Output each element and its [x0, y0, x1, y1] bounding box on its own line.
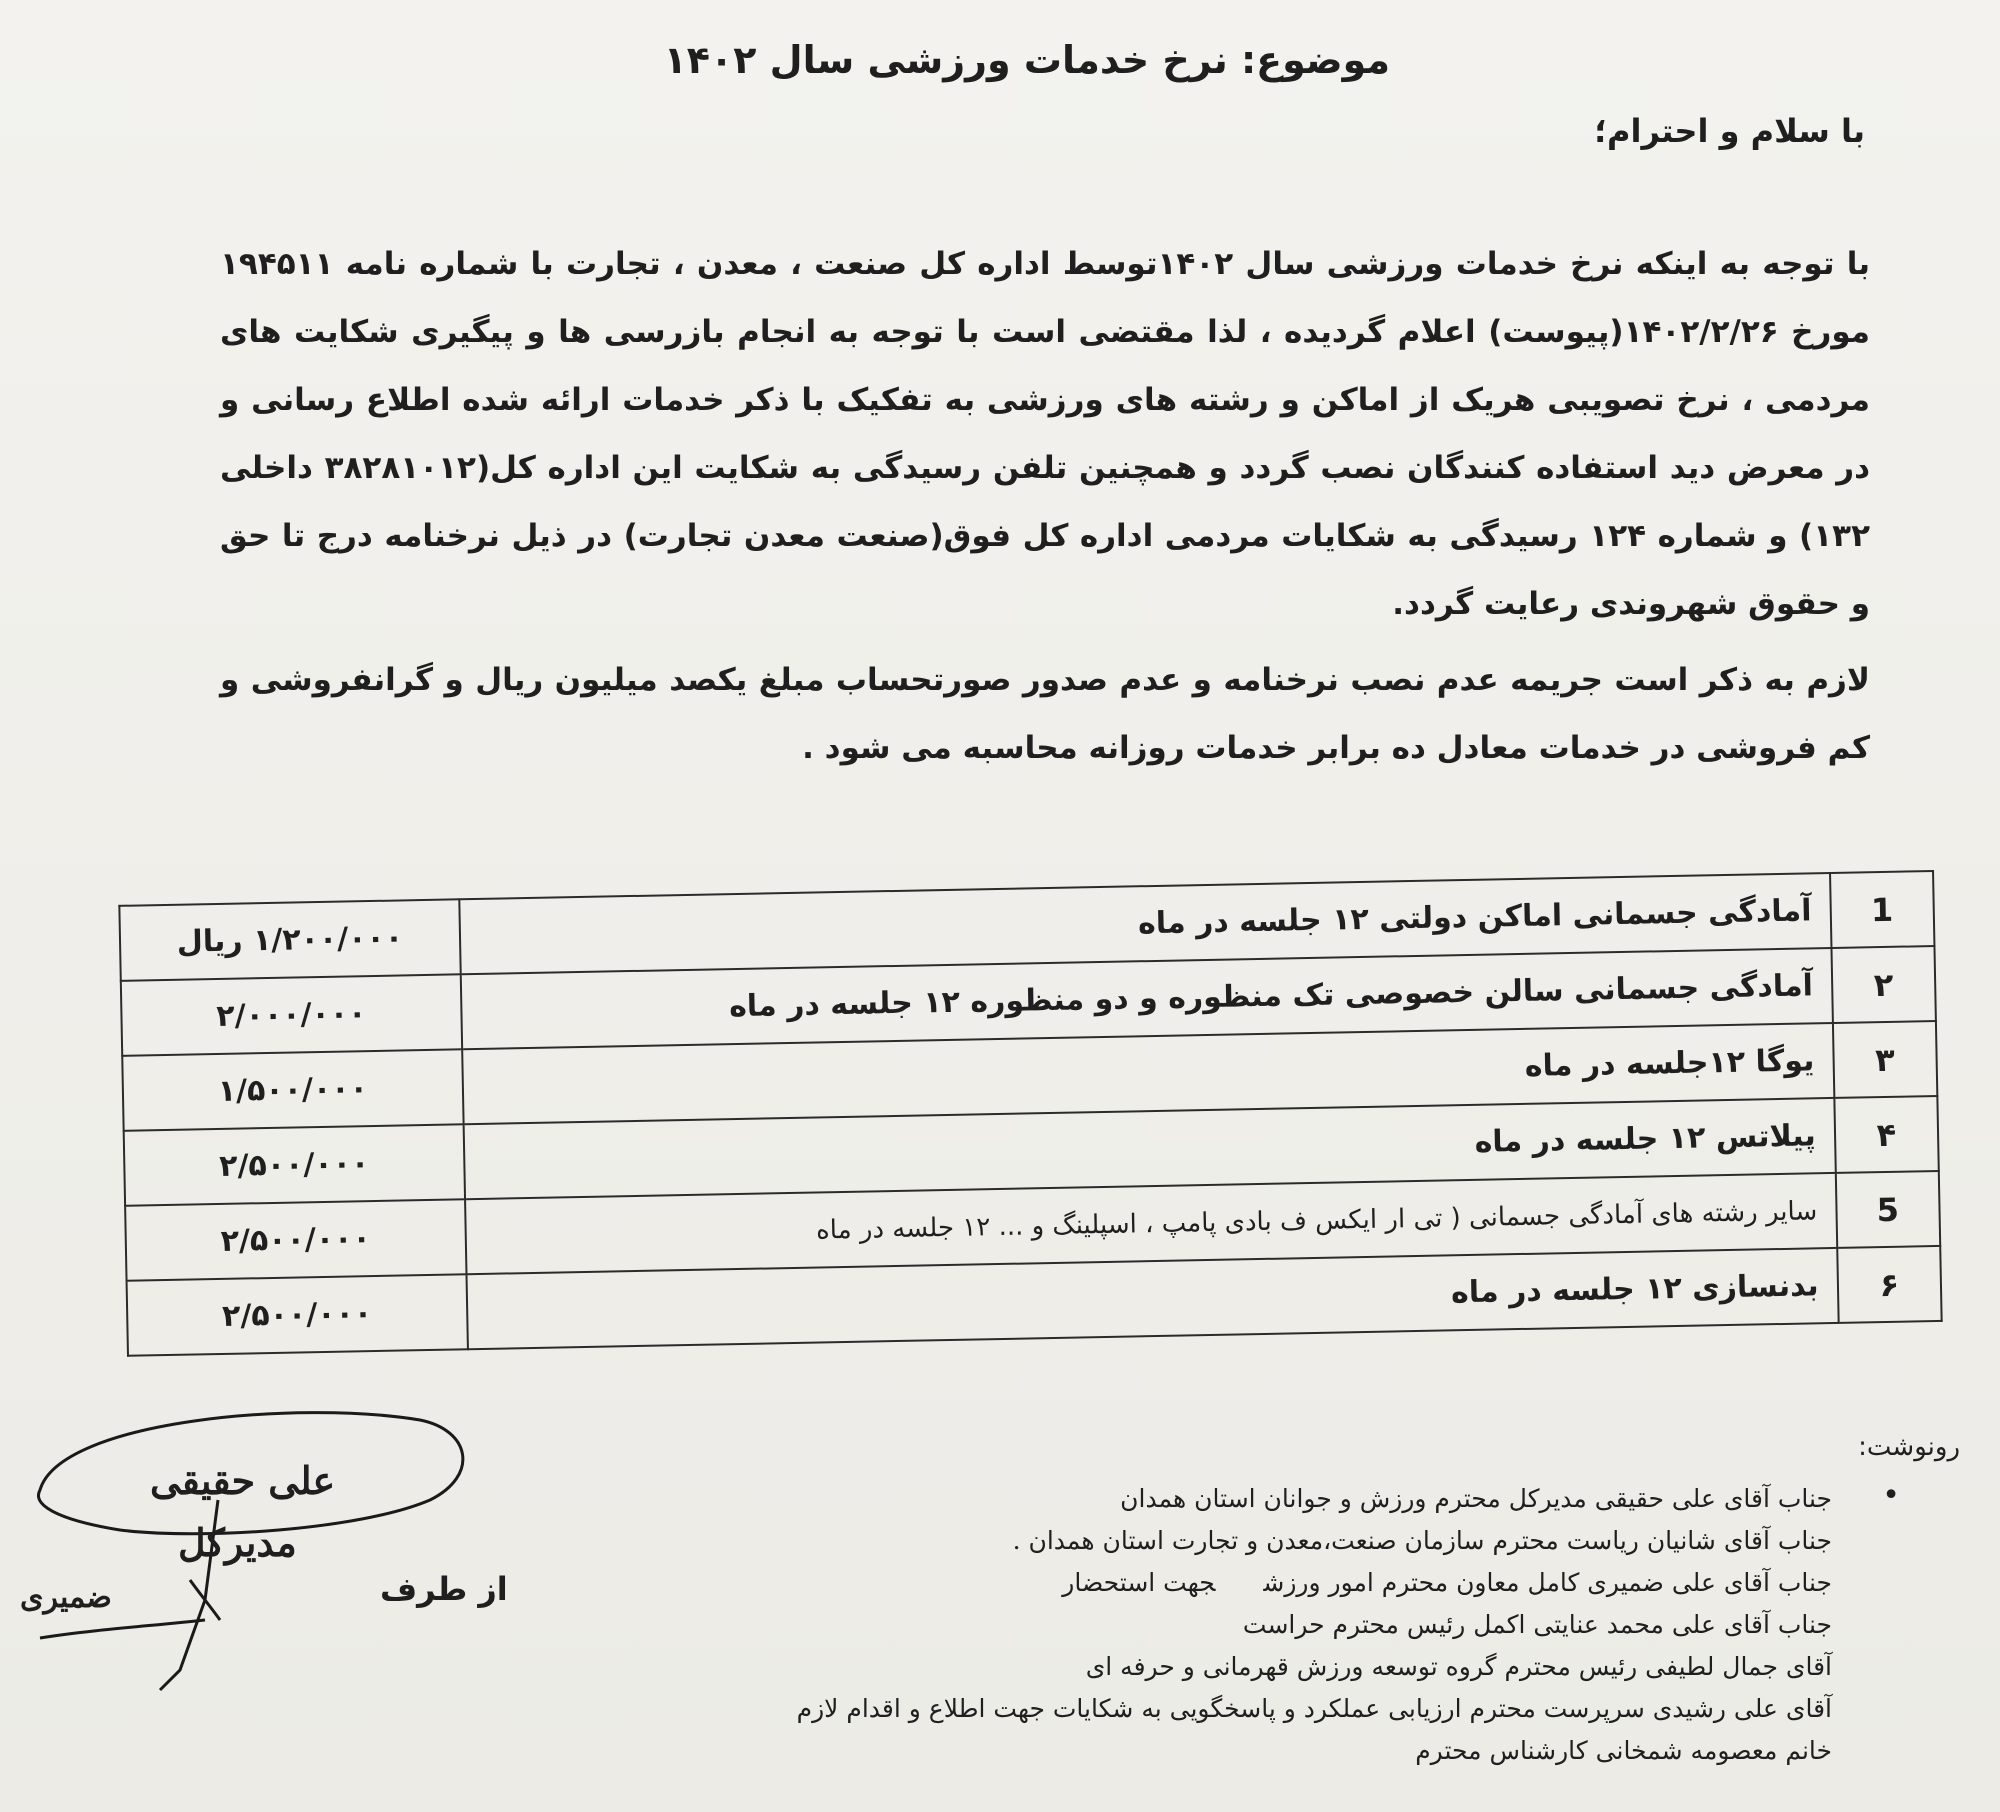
letter-subject: موضوع: نرخ خدمات ورزشی سال ۱۴۰۲ — [663, 38, 1390, 82]
cc-title: رونوشت: — [1858, 1432, 1960, 1462]
price-cell: ۲/۰۰۰/۰۰۰ — [121, 974, 462, 1056]
cc-item: آقای جمال لطیفی رئیس محترم گروه توسعه ورزش قهرمانی و حرفه ای — [1085, 1652, 1832, 1681]
price-cell: ۲/۵۰۰/۰۰۰ — [125, 1199, 466, 1281]
cc-item — [832, 1520, 1832, 1562]
service-cell: پیلاتس ۱۲ جلسه در ماه — [463, 1098, 1835, 1199]
signature-block — [0, 1380, 560, 1710]
service-cell: بدنسازی ۱۲ جلسه در ماه — [466, 1248, 1838, 1349]
letter-greeting: با سلام و احترام؛ — [1594, 112, 1865, 150]
signature-behalf-name: ضمیری — [20, 1580, 112, 1615]
row-number-cell: 5 — [1835, 1171, 1940, 1248]
service-cell: آمادگی جسمانی اماکن دولتی ۱۲ جلسه در ماه — [459, 873, 1831, 974]
cc-item: جناب آقای علی محمد عنایتی اکمل رئیس محترم حراست — [1242, 1610, 1832, 1639]
row-number-cell: ۳ — [1833, 1021, 1938, 1098]
price-cell: ۱/۵۰۰/۰۰۰ — [122, 1049, 463, 1131]
row-number-cell: ۶ — [1837, 1246, 1942, 1323]
cc-item: خانم معصومه شمخانی کارشناس محترم — [1415, 1736, 1832, 1765]
body-paragraph-2: لازم به ذکر است جریمه عدم نصب نرخنامه و عدم صدور صورتحساب مبلغ یکصد میلیون ریال و گرانفروشی و کم فروشی در خدمات معادل ده برابر خدمات روزانه محاسبه می شود . — [220, 662, 1870, 766]
row-number-cell: ۲ — [1831, 946, 1936, 1023]
signature-name: علی حقیقی — [150, 1458, 336, 1503]
cc-item: جناب آقای علی حقیقی مدیرکل محترم ورزش و جوانان استان همدان — [1120, 1484, 1832, 1513]
price-cell: ۲/۵۰۰/۰۰۰ — [127, 1274, 468, 1356]
cc-item: آقای علی رشیدی سرپرست محترم ارزیابی عملکرد و پاسخگویی به شکایات جهت اطلاع و اقدام لازم — [796, 1694, 1832, 1723]
cc-list — [796, 1478, 1832, 1772]
bullet-icon: • — [1882, 1478, 1900, 1513]
body-paragraph-1: با توجه به اینکه نرخ خدمات ورزشی سال ۱۴۰۲توسط اداره کل صنعت ، معدن ، تجارت با شماره نامه ۱۹۴۵۱۱ مورخ ۱۴۰۲/۲/۲۶(پیوست) اعلام گردیده ، لذا مقتضی است با توجه به انجام بازرسی ها و پیگیری شکایت های مردمی ، نرخ تصویبی هریک از اماکن و رشته های ورزشی به تفکیک با ذکر خدمات ارائه شده اطلاع رسانی و در معرض دید استفاده کنندگان نصب گردد و همچنین تلفن رسیدگی به شکایت این اداره کل(۳۸۲۸۱۰۱۲ داخلی ۱۳۲) و شماره ۱۲۴ رسیدگی به شکایات مردمی اداره کل فوق(صنعت معدن تجارت) در ذیل نرخنامه درج تا حق و حقوق شهروندی رعایت گردد. — [220, 246, 1871, 622]
service-cell: آمادگی جسمانی سالن خصوصی تک منظوره و دو منظوره ۱۲ جلسه در ماه — [461, 948, 1833, 1049]
signature-title: مدیرکل — [178, 1520, 297, 1565]
cc-item-text: جناب آقای علی ضمیری کامل معاون محترم امور ورزش — [1263, 1568, 1832, 1597]
cc-item — [832, 1562, 1832, 1604]
row-number-cell: ۴ — [1834, 1096, 1939, 1173]
row-number-cell: 1 — [1830, 871, 1935, 948]
service-rates-table — [118, 870, 1942, 1357]
service-cell: سایر رشته های آمادگی جسمانی ( تی ار ایکس ف بادی پامپ ، اسپلینگ و ... ۱۲ جلسه در ماه — [465, 1173, 1837, 1274]
service-cell: یوگا ۱۲جلسه در ماه — [462, 1023, 1834, 1124]
cc-note: جهت استحضار — [1062, 1568, 1216, 1597]
price-cell: ۲/۵۰۰/۰۰۰ — [124, 1124, 465, 1206]
cc-item-text: جناب آقای شانیان ریاست محترم سازمان صنعت،معدن و تجارت استان همدان . — [1012, 1526, 1832, 1555]
signature-from: از طرف — [380, 1570, 508, 1608]
price-cell: ۱/۲۰۰/۰۰۰ ریال — [119, 899, 460, 981]
letter-body — [220, 230, 1870, 782]
